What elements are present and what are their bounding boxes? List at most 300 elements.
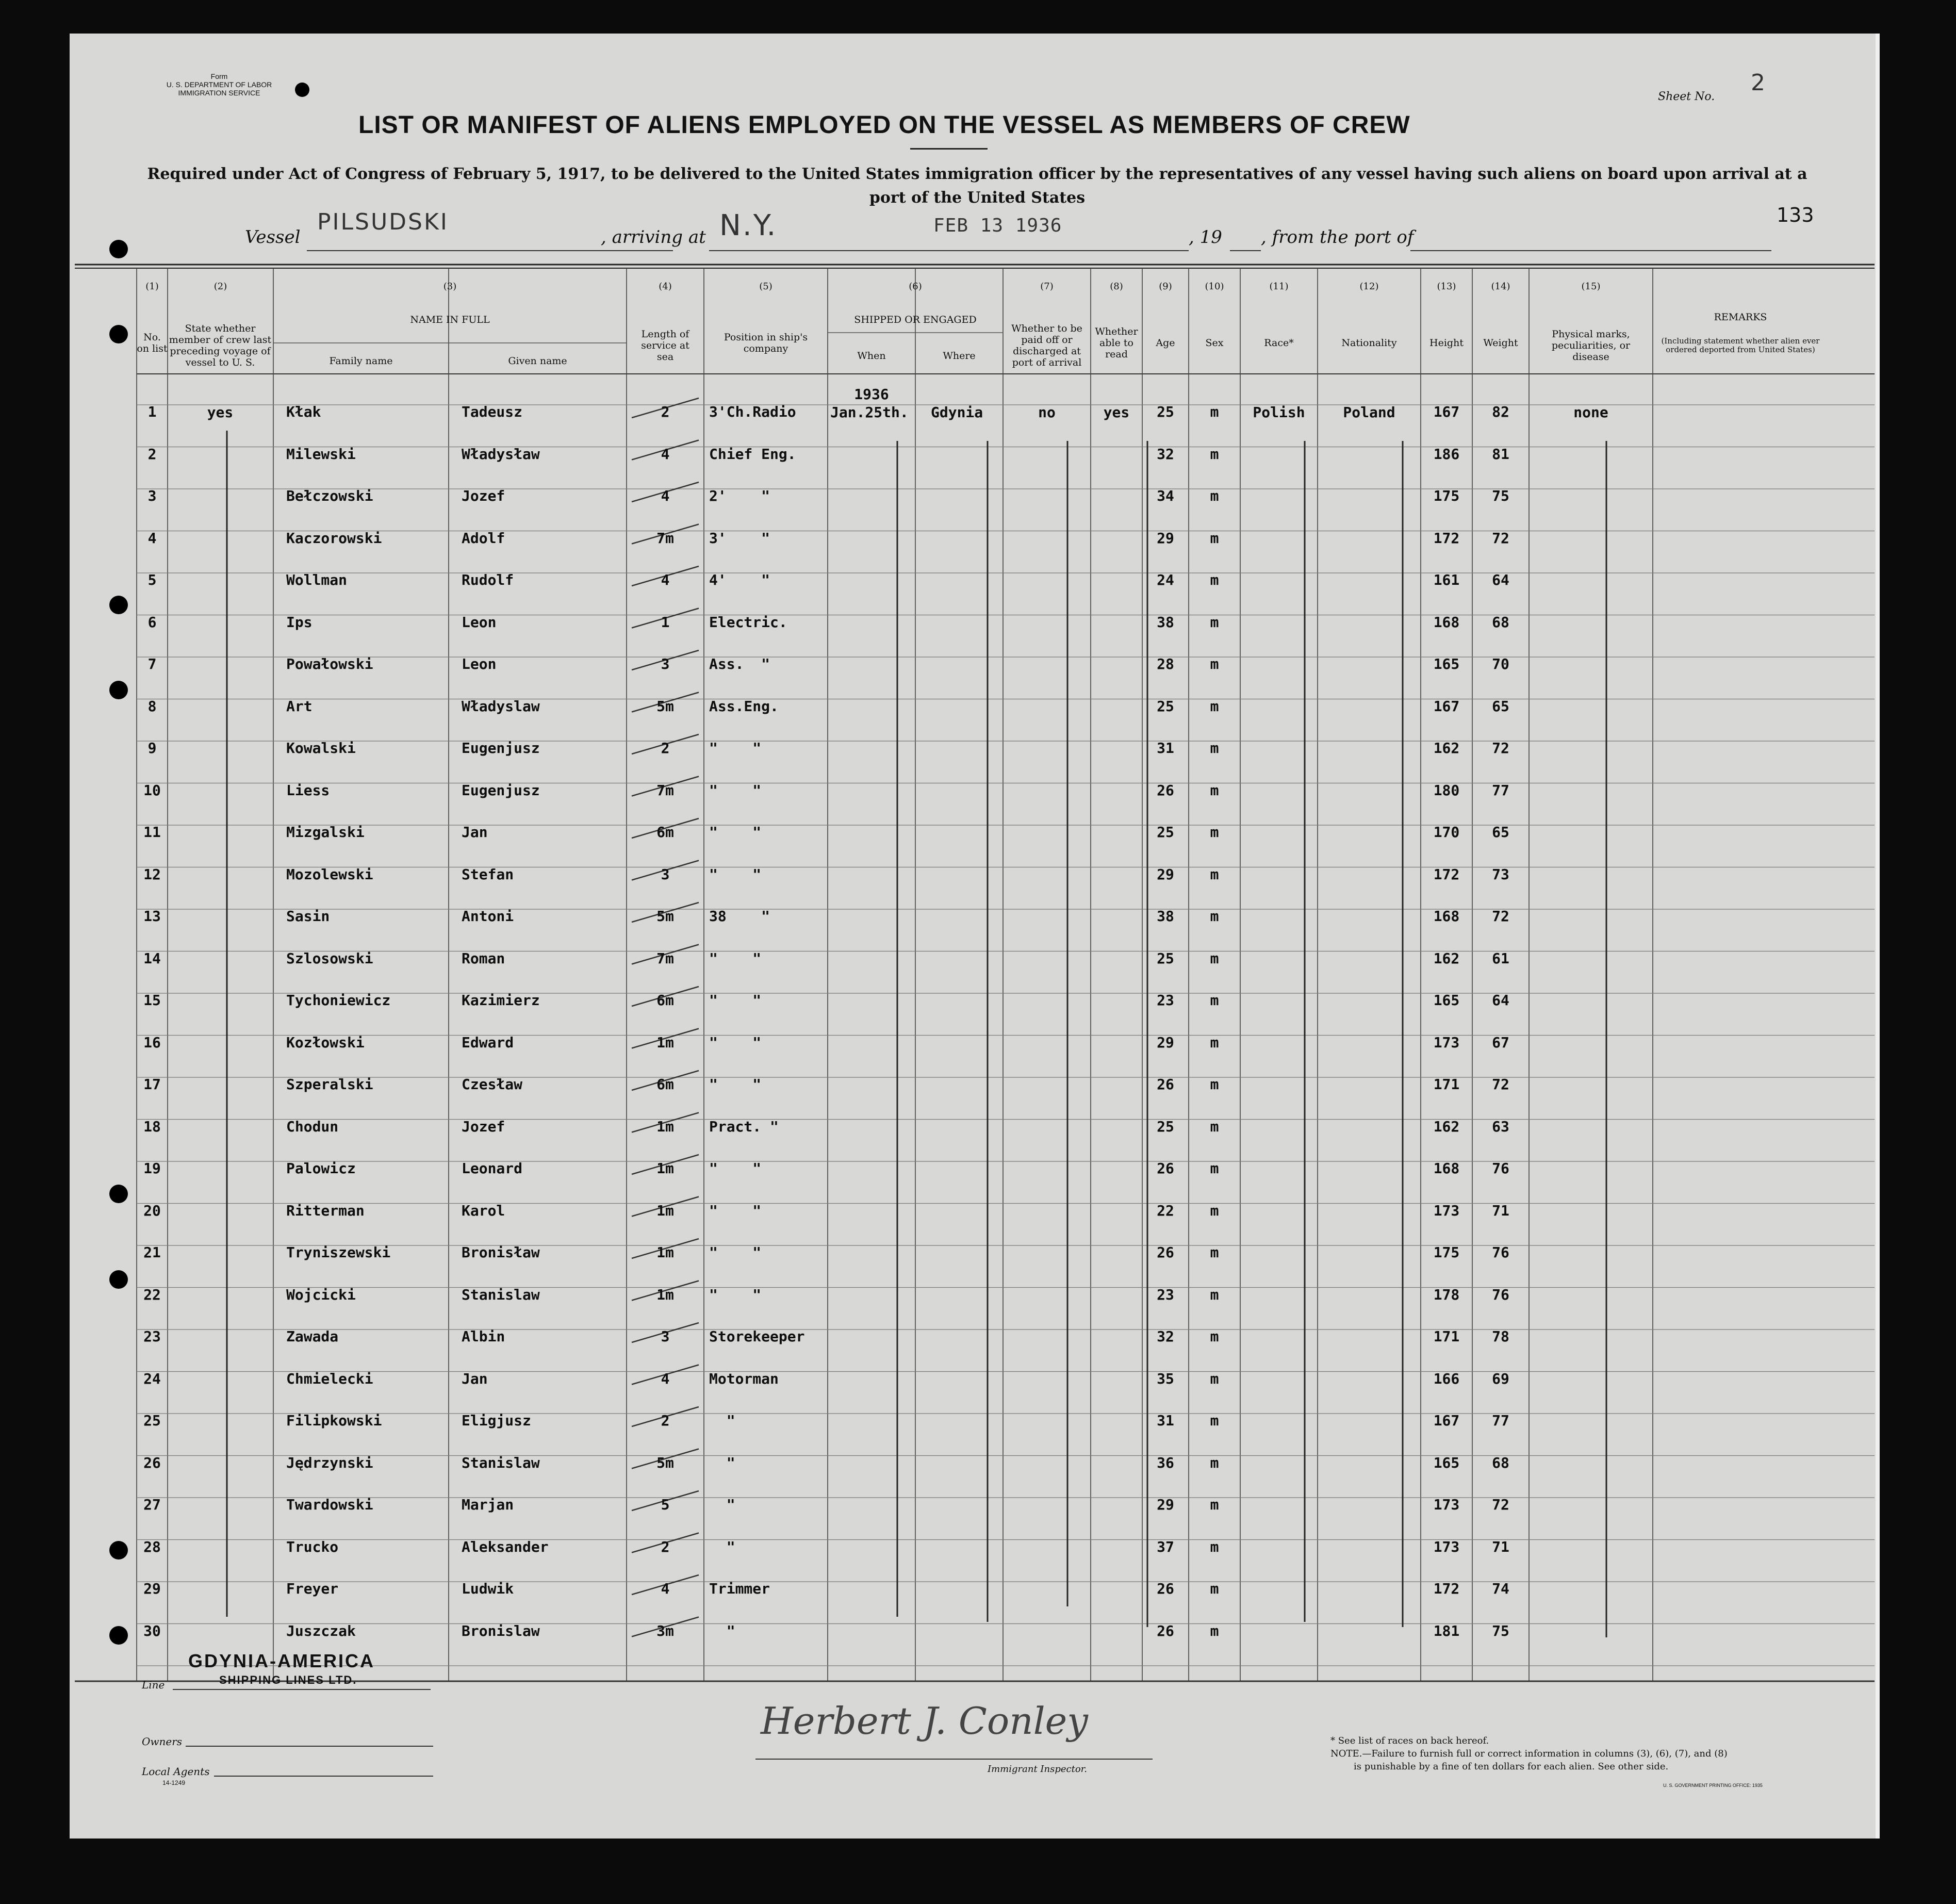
cell-weight: 82 — [1492, 403, 1509, 420]
cell-service: 5m — [656, 697, 674, 715]
cell-family: Szlosowski — [286, 949, 373, 967]
cell-family: Freyer — [286, 1580, 339, 1597]
cell-given: Jozef — [462, 487, 505, 504]
cell-service: 3m — [656, 1622, 674, 1639]
shipping-line-stamp-sub: SHIPPING LINES LTD. — [219, 1673, 357, 1686]
cell-age: 26 — [1157, 781, 1174, 799]
cell-no: 19 — [143, 1160, 161, 1177]
cell-service: 4 — [661, 487, 670, 504]
cell-family: Jędrzynski — [286, 1454, 373, 1471]
col-header-sex: Sex — [1205, 337, 1224, 349]
cell-height: 180 — [1433, 781, 1460, 799]
cell-position: " " — [709, 865, 762, 883]
col-num: (10) — [1205, 281, 1224, 292]
cell-age: 34 — [1157, 487, 1174, 504]
cell-no: 29 — [143, 1580, 161, 1597]
cell-family: Mozolewski — [286, 865, 373, 883]
marks-entry: none — [1573, 404, 1608, 421]
title-rule — [910, 148, 988, 150]
cell-service: 1m — [656, 1160, 674, 1177]
cell-weight: 73 — [1492, 865, 1509, 883]
col-header-service: Length of service at sea — [641, 329, 689, 363]
cell-no: 26 — [143, 1454, 161, 1471]
col-header-remarks: REMARKS — [1714, 311, 1767, 323]
col-num: (15) — [1581, 281, 1601, 292]
cell-sex: m — [1210, 1454, 1219, 1471]
col-header-where: Where — [943, 350, 976, 362]
cell-given: Eugenjusz — [462, 740, 540, 757]
cell-age: 26 — [1157, 1622, 1174, 1639]
sheet-label: Sheet No. — [1658, 90, 1715, 103]
col-header-nationality: Nationality — [1341, 337, 1397, 349]
punch-hole — [109, 596, 128, 614]
cell-height: 162 — [1433, 740, 1460, 757]
cell-height: 178 — [1433, 1286, 1460, 1303]
cell-no: 9 — [147, 740, 157, 757]
cell-family: Ritterman — [286, 1202, 365, 1219]
cell-no: 17 — [143, 1076, 161, 1093]
from-label: , from the port of — [1261, 227, 1414, 248]
cell-no: 27 — [143, 1496, 161, 1513]
cell-no: 21 — [143, 1244, 161, 1261]
cell-service: 1m — [656, 1244, 674, 1261]
col-num: (6) — [909, 281, 922, 292]
date-stamp: FEB 13 1936 — [933, 215, 1062, 236]
cell-position: " " — [709, 781, 762, 799]
cell-age: 29 — [1157, 1033, 1174, 1051]
agents-underline — [214, 1776, 433, 1777]
cell-given: Bronisław — [462, 1244, 540, 1261]
col-header-marks: Physical marks, peculiarities, or disease — [1551, 329, 1631, 363]
signature-underline — [755, 1759, 1153, 1760]
cell-family: Twardowski — [286, 1496, 373, 1513]
cell-weight: 69 — [1492, 1370, 1509, 1387]
cell-service: 2 — [661, 1538, 670, 1555]
col-header-age: Age — [1156, 337, 1175, 349]
cell-age: 26 — [1157, 1580, 1174, 1597]
cell-position: " " — [709, 1160, 762, 1177]
form-line: U. S. DEPARTMENT OF LABOR — [166, 80, 272, 89]
cell-service: 6m — [656, 1076, 674, 1093]
cell-weight: 76 — [1492, 1286, 1509, 1303]
cell-family: Tychoniewicz — [286, 992, 391, 1009]
cell-position: " " — [709, 1244, 762, 1261]
cell-position: 38 " — [709, 908, 770, 925]
cell-age: 24 — [1157, 571, 1174, 588]
col-num: (12) — [1359, 281, 1379, 292]
cell-no: 8 — [147, 697, 157, 715]
col-header-family: Family name — [329, 355, 393, 367]
cell-age: 38 — [1157, 613, 1174, 631]
cell-sex: m — [1210, 1244, 1219, 1261]
cell-sex: m — [1210, 1538, 1219, 1555]
cell-family: Tryniszewski — [286, 1244, 391, 1261]
cell-given: Władysław — [462, 445, 540, 463]
cell-sex: m — [1210, 697, 1219, 715]
printer-imprint: U. S. GOVERNMENT PRINTING OFFICE: 1935 — [1663, 1783, 1763, 1788]
cell-sex: m — [1210, 992, 1219, 1009]
col-header-shipped: SHIPPED OR ENGAGED — [854, 314, 977, 325]
cell-height: 171 — [1433, 1328, 1460, 1345]
cell-age: 29 — [1157, 529, 1174, 547]
cell-height: 172 — [1433, 529, 1460, 547]
race-entry: Polish — [1253, 404, 1305, 421]
cell-sex: m — [1210, 1496, 1219, 1513]
cell-sex: m — [1210, 487, 1219, 504]
cell-family: Filipkowski — [286, 1412, 382, 1429]
cell-age: 35 — [1157, 1370, 1174, 1387]
col-header-when: When — [857, 350, 886, 362]
cell-no: 15 — [143, 992, 161, 1009]
cell-weight: 72 — [1492, 529, 1509, 547]
read-entry: yes — [1103, 404, 1130, 421]
cell-height: 161 — [1433, 571, 1460, 588]
cell-weight: 64 — [1492, 571, 1509, 588]
paid-off-entry: no — [1038, 404, 1056, 421]
cell-age: 29 — [1157, 1496, 1174, 1513]
cell-family: Kaczorowski — [286, 529, 382, 547]
cell-sex: m — [1210, 740, 1219, 757]
cell-age: 38 — [1157, 908, 1174, 925]
date-underline — [915, 250, 1189, 251]
cell-height: 165 — [1433, 1454, 1460, 1471]
col-num: (14) — [1491, 281, 1510, 292]
punch-hole — [295, 83, 309, 97]
cell-given: Leon — [462, 613, 497, 631]
cell-position: " " — [709, 1202, 762, 1219]
col-header-no: No. on list — [137, 332, 168, 354]
cell-sex: m — [1210, 445, 1219, 463]
cell-no: 16 — [143, 1033, 161, 1051]
manifest-sheet — [70, 34, 1880, 1839]
cell-sex: m — [1210, 949, 1219, 967]
owners-label: Owners — [142, 1735, 183, 1748]
cell-family: Powałowski — [286, 655, 373, 672]
punch-hole — [109, 1626, 128, 1645]
cell-age: 26 — [1157, 1160, 1174, 1177]
cell-weight: 76 — [1492, 1160, 1509, 1177]
cell-sex: m — [1210, 1328, 1219, 1345]
cell-family: Kłak — [286, 403, 321, 420]
cell-position: " " — [709, 992, 762, 1009]
cell-height: 166 — [1433, 1370, 1460, 1387]
shipped-year: 1936 — [854, 386, 889, 403]
cell-no: 18 — [143, 1118, 161, 1135]
cell-weight: 77 — [1492, 1412, 1509, 1429]
cell-age: 26 — [1157, 1076, 1174, 1093]
cell-family: Art — [286, 697, 313, 715]
cell-family: Liess — [286, 781, 330, 799]
cell-sex: m — [1210, 1202, 1219, 1219]
cell-given: Władyslaw — [462, 697, 540, 715]
cell-weight: 72 — [1492, 908, 1509, 925]
cell-position: " — [709, 1412, 735, 1429]
cell-position: " " — [709, 740, 762, 757]
cell-weight: 75 — [1492, 487, 1509, 504]
col-header-height: Height — [1429, 337, 1464, 349]
cell-position: " — [709, 1496, 735, 1513]
cell-service: 7m — [656, 949, 674, 967]
cell-service: 1m — [656, 1286, 674, 1303]
cell-given: Kazimierz — [462, 992, 540, 1009]
inspector-label: Immigrant Inspector. — [988, 1764, 1088, 1775]
cell-no: 6 — [147, 613, 157, 631]
cell-position: Storekeeper — [709, 1328, 805, 1345]
cell-family: Wollman — [286, 571, 348, 588]
inspector-signature: Herbert J. Conley — [761, 1699, 1088, 1743]
cell-position: " — [709, 1454, 735, 1471]
cell-position: 4' " — [709, 571, 770, 588]
cell-service: 4 — [661, 445, 670, 463]
cell-service: 1m — [656, 1118, 674, 1135]
cell-height: 168 — [1433, 1160, 1460, 1177]
punch-hole — [109, 1541, 128, 1560]
punch-hole — [109, 1270, 128, 1289]
form-line: IMMIGRATION SERVICE — [178, 89, 260, 97]
cell-weight: 63 — [1492, 1118, 1509, 1135]
cell-given: Edward — [462, 1033, 514, 1051]
page-number: 133 — [1777, 204, 1814, 226]
cell-family: Juszczak — [286, 1622, 356, 1639]
cell-position: " " — [709, 1286, 762, 1303]
cell-age: 37 — [1157, 1538, 1174, 1555]
cell-sex: m — [1210, 865, 1219, 883]
cell-no: 4 — [147, 529, 157, 547]
col-num: (1) — [145, 281, 159, 292]
cell-height: 173 — [1433, 1033, 1460, 1051]
cell-height: 167 — [1433, 403, 1460, 420]
cell-age: 25 — [1157, 697, 1174, 715]
cell-sex: m — [1210, 1370, 1219, 1387]
cell-weight: 65 — [1492, 824, 1509, 841]
cell-weight: 71 — [1492, 1202, 1509, 1219]
col-header-weight: Weight — [1483, 337, 1518, 349]
cell-age: 25 — [1157, 949, 1174, 967]
cell-position: " " — [709, 824, 762, 841]
vessel-name: PILSUDSKI — [317, 209, 449, 235]
cell-position: Chief Eng. — [709, 445, 796, 463]
owners-underline — [186, 1746, 433, 1747]
cell-age: 22 — [1157, 1202, 1174, 1219]
page-subtitle — [142, 162, 1813, 210]
col-header-prev-voyage: State whether member of crew last preceding voyage of vessel to U. S. — [169, 323, 272, 368]
cell-sex: m — [1210, 1622, 1219, 1639]
sheet-number: 2 — [1751, 70, 1767, 96]
cell-no: 30 — [143, 1622, 161, 1639]
cell-given: Eligjusz — [462, 1412, 531, 1429]
cell-position: " — [709, 1622, 735, 1639]
cell-sex: m — [1210, 1076, 1219, 1093]
cell-given: Leonard — [462, 1160, 523, 1177]
col-num: (7) — [1040, 281, 1054, 292]
cell-service: 4 — [661, 1370, 670, 1387]
cell-given: Antoni — [462, 908, 514, 925]
cell-position: Ass.Eng. — [709, 697, 779, 715]
cell-position: Electric. — [709, 613, 787, 631]
cell-given: Jozef — [462, 1118, 505, 1135]
cell-age: 25 — [1157, 403, 1174, 420]
col-num: (2) — [213, 281, 227, 292]
cell-height: 173 — [1433, 1538, 1460, 1555]
cell-given: Eugenjusz — [462, 781, 540, 799]
cell-service: 1m — [656, 1202, 674, 1219]
cell-no: 23 — [143, 1328, 161, 1345]
col-header-race: Race* — [1264, 337, 1294, 349]
cell-service: 2 — [661, 403, 670, 420]
cell-family: Chmielecki — [286, 1370, 373, 1387]
cell-position: 2' " — [709, 487, 770, 504]
cell-height: 170 — [1433, 824, 1460, 841]
cell-weight: 72 — [1492, 1076, 1509, 1093]
cell-position: 3' " — [709, 529, 770, 547]
cell-no: 13 — [143, 908, 161, 925]
cell-height: 165 — [1433, 992, 1460, 1009]
cell-family: Bełczowski — [286, 487, 373, 504]
cell-no: 5 — [147, 571, 157, 588]
cell-given: Aleksander — [462, 1538, 549, 1555]
form-line: Form — [210, 72, 228, 80]
cell-position: Trimmer — [709, 1580, 770, 1597]
cell-height: 175 — [1433, 1244, 1460, 1261]
cell-no: 14 — [143, 949, 161, 967]
cell-given: Stanislaw — [462, 1286, 540, 1303]
cell-position: " " — [709, 1033, 762, 1051]
cell-sex: m — [1210, 403, 1219, 420]
cell-given: Rudolf — [462, 571, 514, 588]
cell-age: 31 — [1157, 1412, 1174, 1429]
punch-hole — [109, 240, 128, 258]
cell-given: Ludwik — [462, 1580, 514, 1597]
year-label: , 19 — [1189, 227, 1222, 248]
punch-hole — [109, 1185, 128, 1203]
prev-voyage-entry: yes — [207, 404, 234, 421]
cell-sex: m — [1210, 571, 1219, 588]
cell-sex: m — [1210, 1286, 1219, 1303]
col-header-remarks-note: (Including statement whether alien ever ordered deported from United States) — [1661, 336, 1820, 354]
cell-given: Bronislaw — [462, 1622, 540, 1639]
cell-given: Czesław — [462, 1076, 523, 1093]
line-label: Line — [142, 1679, 165, 1691]
col-header-position: Position in ship's company — [724, 332, 808, 354]
cell-service: 6m — [656, 992, 674, 1009]
cell-height: 165 — [1433, 655, 1460, 672]
cell-age: 32 — [1157, 445, 1174, 463]
cell-service: 4 — [661, 1580, 670, 1597]
cell-no: 22 — [143, 1286, 161, 1303]
cell-age: 29 — [1157, 865, 1174, 883]
cell-service: 4 — [661, 571, 670, 588]
cell-sex: m — [1210, 1033, 1219, 1051]
cell-no: 10 — [143, 781, 161, 799]
col-num: (11) — [1269, 281, 1289, 292]
cell-family: Sasin — [286, 908, 330, 925]
cell-height: 172 — [1433, 1580, 1460, 1597]
cell-no: 28 — [143, 1538, 161, 1555]
cell-sex: m — [1210, 1160, 1219, 1177]
cell-given: Stefan — [462, 865, 514, 883]
form-code: 14-1249 — [162, 1779, 186, 1786]
cell-weight: 68 — [1492, 1454, 1509, 1471]
cell-no: 12 — [143, 865, 161, 883]
penalty-note: NOTE.—Failure to furnish full or correct information in columns (3), (6), (7), and (8) — [1330, 1748, 1728, 1759]
races-note: * See list of races on back hereof. — [1330, 1735, 1489, 1746]
cell-service: 2 — [661, 740, 670, 757]
cell-height: 173 — [1433, 1202, 1460, 1219]
cell-sex: m — [1210, 613, 1219, 631]
cell-service: 5m — [656, 908, 674, 925]
col-header-read: Whether able to read — [1095, 326, 1138, 360]
shipping-line-stamp: GDYNIA-AMERICA — [188, 1650, 375, 1671]
cell-age: 32 — [1157, 1328, 1174, 1345]
col-num: (8) — [1110, 281, 1123, 292]
page-title: LIST OR MANIFEST OF ALIENS EMPLOYED ON THE VESSEL AS MEMBERS OF CREW — [358, 111, 1410, 139]
cell-weight: 77 — [1492, 781, 1509, 799]
col-num: (5) — [759, 281, 772, 292]
cell-no: 25 — [143, 1412, 161, 1429]
cell-sex: m — [1210, 529, 1219, 547]
cell-no: 1 — [147, 403, 157, 420]
cell-given: Adolf — [462, 529, 505, 547]
cell-height: 167 — [1433, 1412, 1460, 1429]
cell-family: Szperalski — [286, 1076, 373, 1093]
cell-given: Marjan — [462, 1496, 514, 1513]
cell-family: Zawada — [286, 1328, 339, 1345]
cell-age: 25 — [1157, 1118, 1174, 1135]
vessel-underline — [307, 250, 673, 251]
cell-service: 1 — [661, 613, 670, 631]
cell-service: 7m — [656, 781, 674, 799]
punch-hole — [109, 325, 128, 343]
cell-position: 3'Ch.Radio — [709, 403, 796, 420]
cell-weight: 64 — [1492, 992, 1509, 1009]
cell-weight: 61 — [1492, 949, 1509, 967]
cell-height: 175 — [1433, 487, 1460, 504]
cell-height: 168 — [1433, 613, 1460, 631]
cell-sex: m — [1210, 655, 1219, 672]
cell-height: 168 — [1433, 908, 1460, 925]
cell-weight: 76 — [1492, 1244, 1509, 1261]
cell-family: Wojcicki — [286, 1286, 356, 1303]
cell-no: 3 — [147, 487, 157, 504]
cell-sex: m — [1210, 1412, 1219, 1429]
shipped-where: Gdynia — [931, 404, 983, 421]
form-identifier — [142, 72, 297, 97]
cell-sex: m — [1210, 908, 1219, 925]
cell-position: " " — [709, 949, 762, 967]
cell-given: Stanislaw — [462, 1454, 540, 1471]
cell-service: 5m — [656, 1454, 674, 1471]
cell-position: Pract. " — [709, 1118, 779, 1135]
cell-position: Motorman — [709, 1370, 779, 1387]
cell-family: Chodun — [286, 1118, 339, 1135]
penalty-note-cont: is punishable by a fine of ten dollars for each alien. See other side. — [1354, 1761, 1669, 1772]
cell-family: Ips — [286, 613, 313, 631]
cell-service: 3 — [661, 865, 670, 883]
cell-no: 7 — [147, 655, 157, 672]
from-underline — [1410, 250, 1771, 251]
year-underline — [1230, 250, 1261, 251]
cell-height: 162 — [1433, 949, 1460, 967]
cell-age: 23 — [1157, 992, 1174, 1009]
cell-service: 1m — [656, 1033, 674, 1051]
cell-given: Jan — [462, 824, 488, 841]
cell-age: 36 — [1157, 1454, 1174, 1471]
shipped-when: Jan.25th. — [830, 404, 909, 421]
cell-service: 6m — [656, 824, 674, 841]
punch-hole — [109, 681, 128, 699]
cell-service: 5 — [661, 1496, 670, 1513]
cell-height: 181 — [1433, 1622, 1460, 1639]
